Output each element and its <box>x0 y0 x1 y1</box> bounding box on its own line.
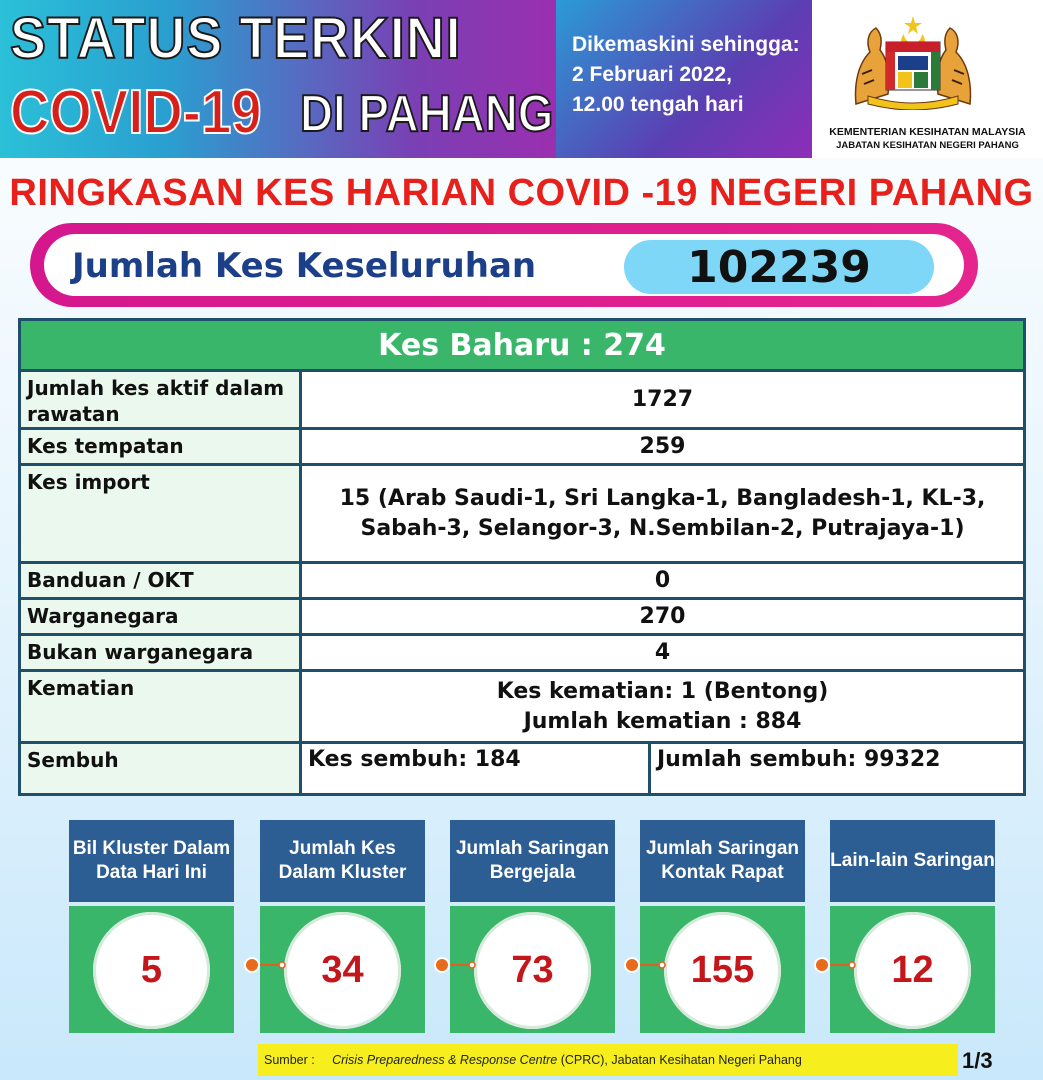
stat-label: Bil Kluster Dalam Data Hari Ini <box>69 820 234 902</box>
row-value: 4 <box>301 635 1025 671</box>
connector-icon <box>244 957 286 973</box>
page-subtitle: RINGKASAN KES HARIAN COVID -19 NEGERI PAHANG <box>9 172 1034 214</box>
ministry-name: KEMENTERIAN KESIHATAN MALAYSIA <box>829 126 1026 138</box>
department-name: JABATAN KESIHATAN NEGERI PAHANG <box>836 140 1019 151</box>
table-row <box>20 743 1025 795</box>
source-label: Sumber : <box>264 1053 315 1067</box>
row-label: Warganegara <box>20 599 301 635</box>
update-info <box>572 30 800 120</box>
row-label: Banduan / OKT <box>20 563 301 599</box>
connector-icon <box>624 957 666 973</box>
coat-of-arms-icon <box>848 14 978 110</box>
stat-label: Lain-lain Saringan <box>830 820 995 902</box>
stat-card <box>830 820 995 991</box>
table-row <box>20 465 1025 563</box>
row-label: Jumlah kes aktif dalam rawatan <box>20 371 301 429</box>
row-value: 259 <box>301 429 1025 465</box>
row-value: 0 <box>301 563 1025 599</box>
row-label: Bukan warganegara <box>20 635 301 671</box>
row-label: Kematian <box>20 671 301 743</box>
stat-card <box>640 820 805 991</box>
update-label: Dikemaskini sehingga: <box>572 33 800 56</box>
page-number: 1/3 <box>962 1048 993 1073</box>
row-label: Kes import <box>20 465 301 563</box>
stat-value: 155 <box>664 912 781 1029</box>
table-row <box>20 429 1025 465</box>
row-label: Sembuh <box>20 743 301 795</box>
death-cases: Kes kematian: 1 (Bentong) <box>496 678 829 704</box>
row-value: 15 (Arab Saudi-1, Sri Langka-1, Bangladesh-1, KL-3, Sabah-3, Selangor-3, N.Sembilan-2, Putrajaya-1) <box>301 465 1025 563</box>
row-label: Kes tempatan <box>20 429 301 465</box>
stat-body <box>69 906 234 1033</box>
total-cases-value: 102239 <box>624 240 934 294</box>
row-value: 1727 <box>301 371 1025 429</box>
title-status-terkini: STATUS TERKINI <box>10 6 462 71</box>
daily-summary-table <box>18 318 1026 796</box>
table-row <box>20 599 1025 635</box>
recovered-cases: Kes sembuh: 184 <box>301 743 650 795</box>
header-banner <box>0 0 1043 158</box>
source-org: Crisis Preparedness & Response Centre <box>332 1053 558 1067</box>
connector-icon <box>814 957 856 973</box>
new-cases-heading: Kes Baharu : 274 <box>20 320 1025 371</box>
source-rest: (CPRC), Jabatan Kesihatan Negeri Pahang <box>560 1053 802 1067</box>
table-row <box>20 563 1025 599</box>
stat-value: 34 <box>284 912 401 1029</box>
stat-card <box>260 820 425 991</box>
table-row <box>20 371 1025 429</box>
recovered-total: Jumlah sembuh: 99322 <box>650 743 1025 795</box>
table-row <box>20 635 1025 671</box>
death-total: Jumlah kematian : 884 <box>523 708 802 734</box>
stat-card <box>450 820 615 991</box>
stat-card <box>69 820 234 991</box>
stat-label: Jumlah Saringan Bergejala <box>450 820 615 902</box>
total-cases-label: Jumlah Kes Keseluruhan <box>72 246 537 286</box>
stat-value: 5 <box>93 912 210 1029</box>
table-row <box>20 671 1025 743</box>
stat-value: 73 <box>474 912 591 1029</box>
stat-value: 12 <box>854 912 971 1029</box>
stat-label: Jumlah Kes Dalam Kluster <box>260 820 425 902</box>
source-footer <box>258 1044 958 1076</box>
connector-icon <box>434 957 476 973</box>
update-date: 2 Februari 2022, <box>572 63 732 86</box>
row-value <box>301 671 1025 743</box>
update-time: 12.00 tengah hari <box>572 93 744 116</box>
title-di-pahang: DI PAHANG <box>300 85 554 143</box>
row-value: 270 <box>301 599 1025 635</box>
title-covid19: COVID-19 <box>10 78 262 147</box>
stat-label: Jumlah Saringan Kontak Rapat <box>640 820 805 902</box>
